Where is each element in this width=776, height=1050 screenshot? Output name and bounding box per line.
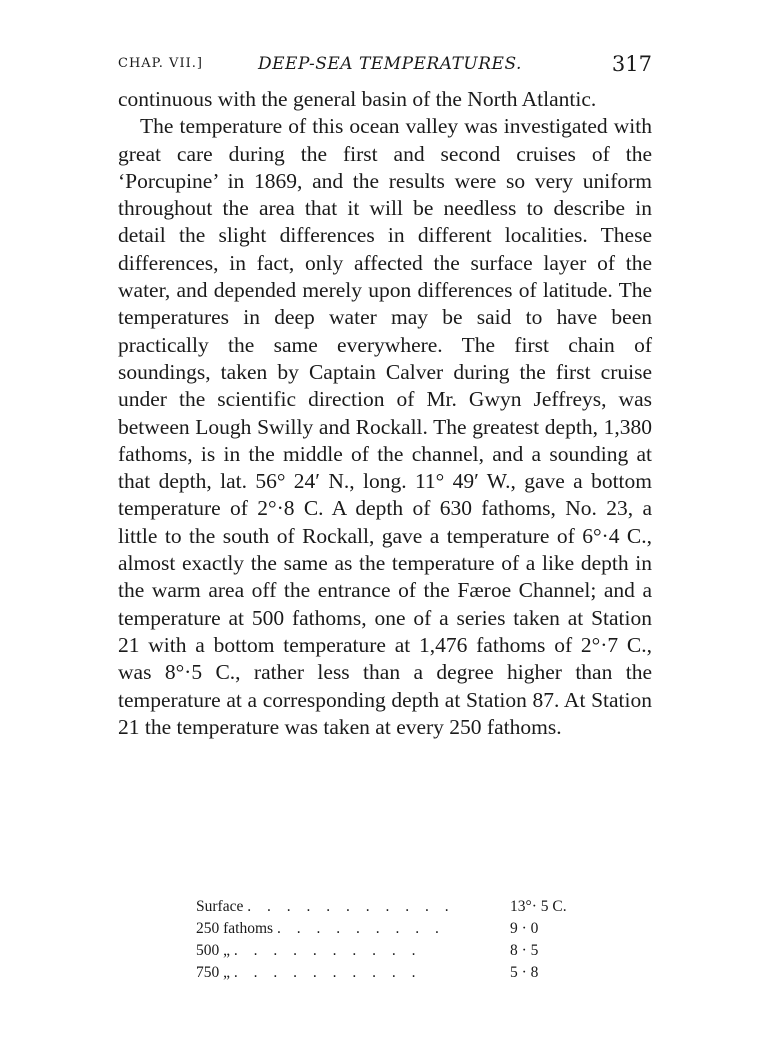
dot-leader: . . . . . . . . . . [233, 942, 422, 959]
table-row [196, 938, 596, 960]
dot-leader: . . . . . . . . . [276, 920, 445, 937]
dot-leader: . . . . . . . . . . [233, 964, 422, 981]
table-row [196, 916, 596, 938]
temperature-value: 13°· 5 C. [510, 898, 567, 915]
running-title: DEEP-SEA TEMPERATURES. [258, 54, 522, 74]
temperature-value: 9 · 0 [510, 920, 539, 937]
body-text [118, 86, 652, 741]
page-number: 317 [611, 52, 652, 76]
temperature-table [196, 894, 596, 982]
temperature-value: 5 · 8 [510, 964, 539, 981]
depth-label: Surface [196, 898, 244, 915]
table-row [196, 960, 596, 982]
paragraph-main: The temperature of this ocean valley was investigated with great care during the first and second cruises of the ‘Porcupine’ in 1869, and the results were so very uniform throughout the area that it will be needless to describe in detail the slight differences in different localities. These differences, in fact, only affected the surface layer of the water, and depended merely upon differences of latitude. The temperatures in deep water may be said to have been practically the same everywhere. The first chain of soundings, taken by Captain Calver during the first cruise under the scientific direction of Mr. Gwyn Jeffreys, was between Lough Swilly and Rockall. The greatest depth, 1,380 fathoms, is in the middle of the channel, and a sounding at that depth, lat. 56° 24′ N., long. 11° 49′ W., gave a bottom temperature of 2°·8 C. A depth of 630 fathoms, No. 23, a little to the south of Rockall, gave a temperature of 6°·4 C., almost exactly the same as the temperature of a like depth in the warm area off the entrance of the Færoe Channel; and a temperature at 500 fathoms, one of a series taken at Station 21 with a bottom temperature at 1,476 fathoms of 2°·7 C., was 8°·5 C., rather less than a degree higher than the temperature at a corresponding depth at Station 87. At Station 21 the temperature was taken at every 250 fathoms. [118, 114, 652, 739]
depth-label: 250 fathoms [196, 920, 274, 937]
depth-label: 500 „ [196, 942, 231, 959]
temperature-value: 8 · 5 [510, 942, 539, 959]
paragraph-continuation: continuous with the general basin of the North Atlantic. [118, 87, 597, 111]
chapter-label: CHAP. VII.] [118, 56, 203, 71]
running-head [118, 52, 652, 76]
depth-label: 750 „ [196, 964, 231, 981]
table-row [196, 894, 596, 916]
dot-leader: . . . . . . . . . . . [247, 898, 455, 915]
